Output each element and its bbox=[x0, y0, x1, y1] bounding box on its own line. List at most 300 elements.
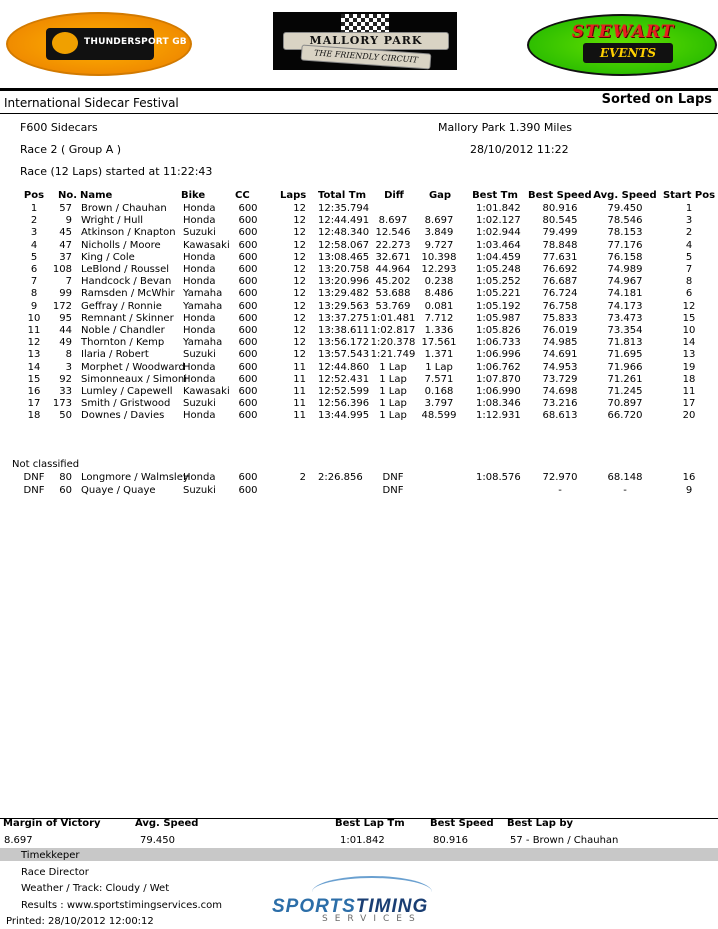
cell-total: 13:29.482 bbox=[318, 288, 370, 300]
cell-name: King / Cole bbox=[81, 251, 135, 263]
summary-margin-value: 8.697 bbox=[4, 835, 33, 846]
cell-aspeed: 74.181 bbox=[607, 288, 643, 300]
cell-bike: Honda bbox=[183, 410, 216, 422]
cell-bike: Suzuki bbox=[183, 485, 216, 496]
cell-bike: Suzuki bbox=[183, 227, 216, 239]
cell-bspeed: - bbox=[558, 485, 562, 496]
cell-gap: 17.561 bbox=[421, 337, 457, 349]
cell-laps: 12 bbox=[293, 312, 306, 324]
cell-cc: 600 bbox=[238, 264, 258, 275]
col-gap: Gap bbox=[428, 190, 452, 201]
cell-laps: 11 bbox=[293, 361, 306, 373]
cell-cc: 600 bbox=[238, 239, 258, 251]
cell-total: 13:37.275 bbox=[318, 312, 370, 324]
cell-total: 13:56.172 bbox=[318, 337, 370, 349]
logo-word-timing: TIMING bbox=[355, 896, 429, 917]
cell-name: Thornton / Kemp bbox=[81, 337, 165, 349]
cell-diff: 1 Lap bbox=[379, 410, 407, 422]
table-row bbox=[0, 301, 718, 313]
cell-total: 12:35.794 bbox=[318, 203, 370, 214]
table-row bbox=[0, 386, 718, 398]
col-laps: Laps bbox=[280, 190, 307, 201]
cell-bspeed: 73.729 bbox=[542, 373, 578, 385]
cell-name: Smith / Gristwood bbox=[81, 398, 171, 410]
cell-gap: 0.168 bbox=[424, 386, 454, 397]
circuit-name: Mallory Park 1.390 Miles bbox=[438, 121, 572, 134]
cell-aspeed: 71.695 bbox=[607, 349, 643, 361]
cell-gap: 10.398 bbox=[421, 251, 457, 263]
mallory-park-logo-subtext: THE FRIENDLY CIRCUIT bbox=[301, 44, 432, 69]
cell-bspeed: 73.216 bbox=[542, 398, 578, 410]
cell-gap: 1 Lap bbox=[425, 361, 453, 373]
cell-aspeed: 71.966 bbox=[607, 361, 643, 373]
cell-bike: Kawasaki bbox=[183, 386, 230, 397]
cell-no: 95 bbox=[59, 312, 72, 324]
stewart-logo-text: STEWART bbox=[571, 22, 675, 42]
cell-cc: 600 bbox=[238, 472, 258, 483]
cell-name: Remnant / Skinner bbox=[81, 312, 174, 324]
cell-no: 80 bbox=[59, 472, 72, 483]
cell-pos: 17 bbox=[27, 398, 41, 410]
table-row bbox=[0, 325, 718, 337]
cell-total: 12:58.067 bbox=[318, 239, 370, 251]
cell-cc: 600 bbox=[238, 373, 258, 385]
chequered-flag-icon bbox=[341, 14, 389, 32]
cell-bspeed: 76.724 bbox=[542, 288, 578, 300]
col-cc: CC bbox=[235, 190, 250, 201]
cell-gap: 12.293 bbox=[421, 264, 457, 275]
cell-cc: 600 bbox=[238, 288, 258, 300]
table-row bbox=[0, 252, 718, 264]
table-row bbox=[0, 240, 718, 252]
cell-cc: 600 bbox=[238, 276, 258, 288]
cell-laps: 12 bbox=[293, 276, 306, 288]
cell-bspeed: 76.758 bbox=[542, 300, 578, 312]
cell-diff: 1:21.749 bbox=[370, 349, 416, 361]
events-logo-text: EVENTS bbox=[583, 43, 673, 63]
cell-bike: Suzuki bbox=[183, 349, 216, 361]
cell-diff: 1:02.817 bbox=[370, 325, 416, 336]
cell-start: 12 bbox=[682, 300, 696, 312]
cell-cc: 600 bbox=[238, 300, 258, 312]
summary-best-by-value: 57 - Brown / Chauhan bbox=[510, 835, 619, 846]
cell-pos: 7 bbox=[30, 276, 38, 288]
cell-aspeed: - bbox=[623, 485, 627, 496]
cell-aspeed: 78.546 bbox=[607, 215, 643, 227]
cell-no: 9 bbox=[65, 215, 72, 227]
cell-total: 12:44.860 bbox=[318, 361, 370, 373]
cell-diff: 1:01.481 bbox=[370, 312, 416, 324]
cell-laps: 12 bbox=[293, 300, 306, 312]
cell-total: 13:20.996 bbox=[318, 276, 370, 288]
cell-total: 13:38.611 bbox=[318, 325, 370, 336]
col-no: No. bbox=[58, 190, 78, 201]
cell-total: 12:52.599 bbox=[318, 386, 370, 397]
cell-name: Noble / Chandler bbox=[81, 325, 165, 336]
header-rule bbox=[0, 88, 718, 91]
cell-cc: 600 bbox=[238, 485, 258, 496]
cell-bike: Honda bbox=[183, 264, 216, 275]
cell-start: 19 bbox=[682, 361, 696, 373]
table-row bbox=[0, 203, 718, 215]
cell-bspeed: 76.019 bbox=[542, 325, 578, 336]
header-rule-thin bbox=[0, 113, 718, 114]
cell-total: 13:20.758 bbox=[318, 264, 370, 275]
cell-name: Ramsden / McWhir bbox=[81, 288, 175, 300]
cell-gap: 0.238 bbox=[424, 276, 454, 288]
cell-diff: 12.546 bbox=[375, 227, 411, 239]
cell-bike: Kawasaki bbox=[183, 239, 230, 251]
summary-avg-label: Avg. Speed bbox=[135, 818, 199, 829]
event-title: International Sidecar Festival bbox=[4, 96, 179, 110]
cell-best: 1:06.990 bbox=[476, 386, 521, 397]
cell-laps: 11 bbox=[293, 398, 306, 410]
cell-start: 17 bbox=[682, 398, 696, 410]
cell-pos: 18 bbox=[27, 410, 41, 422]
col-total: Total Tm bbox=[318, 190, 367, 201]
timekeeper-band bbox=[0, 848, 718, 861]
race-date: 28/10/2012 11:22 bbox=[470, 143, 569, 156]
cell-no: 8 bbox=[65, 349, 72, 361]
cell-diff: DNF bbox=[382, 472, 404, 483]
col-best: Best Tm bbox=[472, 190, 518, 201]
not-classified-label: Not classified bbox=[12, 459, 80, 470]
sports-timing-logo-subtext: SERVICES bbox=[322, 914, 422, 924]
cell-pos: 5 bbox=[30, 251, 38, 263]
cell-pos: 8 bbox=[30, 288, 38, 300]
cell-total: 2:26.856 bbox=[318, 472, 363, 483]
cell-bike: Yamaha bbox=[183, 300, 223, 312]
cell-gap: 48.599 bbox=[421, 410, 457, 422]
cell-diff: 1 Lap bbox=[379, 398, 407, 410]
summary-margin-label: Margin of Victory bbox=[3, 818, 101, 829]
race-director-label: Race Director bbox=[21, 867, 89, 878]
cell-cc: 600 bbox=[238, 203, 258, 214]
cell-bike: Honda bbox=[183, 472, 216, 483]
cell-pos: 2 bbox=[30, 215, 38, 227]
race-start: Race (12 Laps) started at 11:22:43 bbox=[20, 165, 213, 178]
col-diff: Diff bbox=[384, 190, 404, 201]
cell-diff: 44.964 bbox=[375, 264, 411, 275]
cell-laps: 12 bbox=[293, 203, 306, 214]
cell-name: Handcock / Bevan bbox=[81, 276, 172, 288]
stewart-events-logo bbox=[527, 14, 717, 76]
cell-bike: Honda bbox=[183, 373, 216, 385]
summary-best-by-label: Best Lap by bbox=[507, 818, 574, 829]
cell-cc: 600 bbox=[238, 312, 258, 324]
cell-cc: 600 bbox=[238, 410, 258, 422]
cell-name: Brown / Chauhan bbox=[81, 203, 167, 214]
col-start-pos: Start Pos bbox=[662, 190, 716, 201]
cell-best: 1:07.870 bbox=[476, 373, 521, 385]
cell-start: 15 bbox=[682, 312, 696, 324]
cell-bspeed: 68.613 bbox=[542, 410, 578, 422]
cell-no: 108 bbox=[52, 264, 72, 275]
table-row bbox=[0, 264, 718, 276]
cell-laps: 12 bbox=[293, 239, 306, 251]
cell-pos: 9 bbox=[30, 300, 38, 312]
cell-laps: 11 bbox=[293, 373, 306, 385]
cell-aspeed: 74.967 bbox=[607, 276, 643, 288]
cell-pos: 3 bbox=[30, 227, 38, 239]
cell-start: 9 bbox=[685, 485, 693, 496]
cell-name: Quaye / Quaye bbox=[81, 485, 156, 496]
table-row bbox=[0, 337, 718, 349]
cell-diff: 1 Lap bbox=[379, 361, 407, 373]
cell-name: Downes / Davies bbox=[81, 410, 165, 422]
summary-best-speed-value: 80.916 bbox=[433, 835, 468, 846]
cell-no: 44 bbox=[59, 325, 72, 336]
cell-bike: Suzuki bbox=[183, 398, 216, 410]
cell-gap: 9.727 bbox=[424, 239, 454, 251]
results-table bbox=[0, 203, 718, 448]
cell-total: 13:29.563 bbox=[318, 300, 370, 312]
cell-pos: DNF bbox=[23, 485, 45, 496]
cell-aspeed: 73.473 bbox=[607, 312, 643, 324]
race-name: Race 2 ( Group A ) bbox=[20, 143, 122, 156]
cell-no: 50 bbox=[59, 410, 72, 422]
results-header-row bbox=[0, 190, 718, 203]
cell-start: 11 bbox=[682, 386, 696, 397]
cell-no: 57 bbox=[59, 203, 72, 214]
cell-laps: 12 bbox=[293, 215, 306, 227]
cell-laps: 12 bbox=[293, 227, 306, 239]
cell-total: 13:44.995 bbox=[318, 410, 370, 422]
cell-no: 45 bbox=[59, 227, 72, 239]
cell-gap: 8.697 bbox=[424, 215, 454, 227]
sidecar-icon bbox=[52, 32, 78, 54]
cell-start: 2 bbox=[685, 227, 693, 239]
logo-word-sports: SPORTS bbox=[272, 896, 356, 917]
cell-name: LeBlond / Roussel bbox=[81, 264, 170, 275]
cell-no: 173 bbox=[52, 398, 72, 410]
cell-start: 13 bbox=[682, 349, 696, 361]
cell-aspeed: 68.148 bbox=[607, 472, 643, 483]
cell-pos: DNF bbox=[23, 472, 45, 483]
cell-pos: 14 bbox=[27, 361, 41, 373]
cell-laps: 12 bbox=[293, 264, 306, 275]
cell-bspeed: 79.499 bbox=[542, 227, 578, 239]
cell-laps: 12 bbox=[293, 337, 306, 349]
cell-cc: 600 bbox=[238, 398, 258, 410]
cell-start: 5 bbox=[685, 251, 693, 263]
cell-cc: 600 bbox=[238, 361, 258, 373]
cell-pos: 15 bbox=[27, 373, 41, 385]
cell-best: 1:06.733 bbox=[476, 337, 521, 349]
thundersport-logo bbox=[6, 12, 192, 76]
cell-start: 4 bbox=[685, 239, 693, 251]
thundersport-logo-text: THUNDERSPORT GB bbox=[84, 37, 187, 47]
cell-best: 1:03.464 bbox=[476, 239, 521, 251]
cell-bike: Honda bbox=[183, 251, 216, 263]
cell-cc: 600 bbox=[238, 325, 258, 336]
cell-cc: 600 bbox=[238, 349, 258, 361]
cell-pos: 11 bbox=[27, 325, 41, 336]
cell-total: 12:56.396 bbox=[318, 398, 370, 410]
cell-no: 172 bbox=[52, 300, 72, 312]
cell-bike: Honda bbox=[183, 325, 216, 336]
cell-no: 99 bbox=[59, 288, 72, 300]
cell-bike: Honda bbox=[183, 276, 216, 288]
col-pos: Pos bbox=[23, 190, 45, 201]
cell-bspeed: 74.953 bbox=[542, 361, 578, 373]
summary-avg-value: 79.450 bbox=[140, 835, 175, 846]
cell-total: 13:57.543 bbox=[318, 349, 370, 361]
col-bike: Bike bbox=[181, 190, 206, 201]
table-row bbox=[0, 349, 718, 361]
cell-bike: Yamaha bbox=[183, 288, 223, 300]
summary-best-lap-label: Best Lap Tm bbox=[335, 818, 405, 829]
cell-pos: 10 bbox=[27, 312, 41, 324]
cell-start: 10 bbox=[682, 325, 696, 336]
col-name: Name bbox=[80, 190, 113, 201]
cell-name: Lumley / Capewell bbox=[81, 386, 173, 397]
cell-bspeed: 77.631 bbox=[542, 251, 578, 263]
cell-gap: 1.371 bbox=[424, 349, 454, 361]
cell-bspeed: 76.687 bbox=[542, 276, 578, 288]
col-avg-speed: Avg. Speed bbox=[593, 190, 657, 201]
cell-diff: 53.688 bbox=[375, 288, 411, 300]
cell-gap: 7.712 bbox=[424, 312, 454, 324]
cell-pos: 6 bbox=[30, 264, 38, 275]
cell-bike: Yamaha bbox=[183, 337, 223, 349]
cell-aspeed: 74.173 bbox=[607, 300, 643, 312]
printed-timestamp: Printed: 28/10/2012 12:00:12 bbox=[6, 916, 154, 927]
not-classified-table bbox=[0, 472, 718, 498]
cell-gap: 7.571 bbox=[424, 373, 454, 385]
cell-best: 1:05.252 bbox=[476, 276, 521, 288]
cell-aspeed: 76.158 bbox=[607, 251, 643, 263]
table-row bbox=[0, 485, 718, 497]
timekeeper-label: Timekkeper bbox=[21, 850, 80, 861]
cell-total: 12:52.431 bbox=[318, 373, 370, 385]
sort-title: Sorted on Laps bbox=[601, 92, 712, 107]
cell-diff: 1 Lap bbox=[379, 373, 407, 385]
cell-name: Atkinson / Knapton bbox=[81, 227, 176, 239]
cell-diff: DNF bbox=[382, 485, 404, 496]
table-row bbox=[0, 227, 718, 239]
cell-aspeed: 73.354 bbox=[607, 325, 643, 336]
cell-aspeed: 78.153 bbox=[607, 227, 643, 239]
cell-name: Wright / Hull bbox=[81, 215, 144, 227]
cell-best: 1:01.842 bbox=[476, 203, 521, 214]
cell-laps: 12 bbox=[293, 288, 306, 300]
cell-diff: 22.273 bbox=[375, 239, 411, 251]
cell-bspeed: 75.833 bbox=[542, 312, 578, 324]
cell-best: 1:08.346 bbox=[476, 398, 521, 410]
cell-laps: 12 bbox=[293, 325, 306, 336]
cell-diff: 45.202 bbox=[375, 276, 411, 288]
cell-gap: 3.849 bbox=[424, 227, 454, 239]
cell-no: 92 bbox=[59, 373, 72, 385]
weather-label: Weather / Track: Cloudy / Wet bbox=[21, 883, 170, 894]
cell-best: 1:05.192 bbox=[476, 300, 521, 312]
cell-aspeed: 71.245 bbox=[607, 386, 643, 397]
cell-bspeed: 74.691 bbox=[542, 349, 578, 361]
cell-bspeed: 76.692 bbox=[542, 264, 578, 275]
cell-best: 1:05.826 bbox=[476, 325, 521, 336]
cell-bike: Honda bbox=[183, 203, 216, 214]
cell-bike: Honda bbox=[183, 361, 216, 373]
cell-pos: 4 bbox=[30, 239, 38, 251]
cell-diff: 32.671 bbox=[375, 251, 411, 263]
cell-cc: 600 bbox=[238, 386, 258, 397]
cell-cc: 600 bbox=[238, 215, 258, 227]
cell-diff: 53.769 bbox=[375, 300, 411, 312]
table-row bbox=[0, 313, 718, 325]
cell-start: 14 bbox=[682, 337, 696, 349]
cell-best: 1:06.996 bbox=[476, 349, 521, 361]
cell-laps: 12 bbox=[293, 251, 306, 263]
cell-gap: 8.486 bbox=[424, 288, 454, 300]
cell-bspeed: 74.985 bbox=[542, 337, 578, 349]
table-row bbox=[0, 472, 718, 484]
cell-name: Geffray / Ronnie bbox=[81, 300, 162, 312]
cell-start: 16 bbox=[682, 472, 696, 483]
cell-bspeed: 80.545 bbox=[542, 215, 578, 227]
cell-bspeed: 72.970 bbox=[542, 472, 578, 483]
cell-best: 1:12.931 bbox=[476, 410, 521, 422]
cell-aspeed: 79.450 bbox=[607, 203, 643, 214]
cell-pos: 16 bbox=[27, 386, 41, 397]
cell-laps: 11 bbox=[293, 410, 306, 422]
table-row bbox=[0, 215, 718, 227]
cell-laps: 11 bbox=[293, 386, 306, 397]
cell-gap: 0.081 bbox=[424, 300, 454, 312]
cell-no: 7 bbox=[65, 276, 72, 288]
cell-cc: 600 bbox=[238, 227, 258, 239]
table-row bbox=[0, 288, 718, 300]
cell-bike: Honda bbox=[183, 312, 216, 324]
cell-bspeed: 80.916 bbox=[542, 203, 578, 214]
cell-name: Morphet / Woodward bbox=[81, 361, 185, 373]
cell-pos: 12 bbox=[27, 337, 41, 349]
cell-best: 1:05.221 bbox=[476, 288, 521, 300]
cell-total: 12:48.340 bbox=[318, 227, 370, 239]
cell-no: 33 bbox=[59, 386, 72, 397]
cell-name: Longmore / Walmsley bbox=[81, 472, 189, 483]
results-url: Results : www.sportstimingservices.com bbox=[21, 900, 223, 911]
cell-name: Nicholls / Moore bbox=[81, 239, 161, 251]
cell-total: 13:08.465 bbox=[318, 251, 370, 263]
cell-gap: 1.336 bbox=[424, 325, 454, 336]
table-row bbox=[0, 410, 718, 422]
cell-aspeed: 70.897 bbox=[607, 398, 643, 410]
cell-start: 18 bbox=[682, 373, 696, 385]
cell-name: Ilaria / Robert bbox=[81, 349, 149, 361]
mallory-park-logo-text: MALLORY PARK bbox=[283, 32, 449, 50]
cell-gap: 3.797 bbox=[424, 398, 454, 410]
cell-cc: 600 bbox=[238, 251, 258, 263]
summary-best-speed-label: Best Speed bbox=[430, 818, 494, 829]
cell-diff: 8.697 bbox=[378, 215, 408, 227]
cell-best: 1:02.944 bbox=[476, 227, 521, 239]
cell-start: 6 bbox=[685, 288, 693, 300]
cell-bspeed: 74.698 bbox=[542, 386, 578, 397]
cell-no: 37 bbox=[59, 251, 72, 263]
table-row bbox=[0, 398, 718, 410]
cell-start: 7 bbox=[685, 264, 693, 275]
cell-name: Simonneaux / Simoni bbox=[81, 373, 188, 385]
cell-best: 1:02.127 bbox=[476, 215, 521, 227]
cell-bike: Honda bbox=[183, 215, 216, 227]
cell-no: 3 bbox=[65, 361, 72, 373]
cell-best: 1:05.987 bbox=[476, 312, 521, 324]
cell-bspeed: 78.848 bbox=[542, 239, 578, 251]
cell-aspeed: 77.176 bbox=[607, 239, 643, 251]
mallory-park-logo bbox=[273, 12, 457, 70]
cell-start: 8 bbox=[685, 276, 693, 288]
